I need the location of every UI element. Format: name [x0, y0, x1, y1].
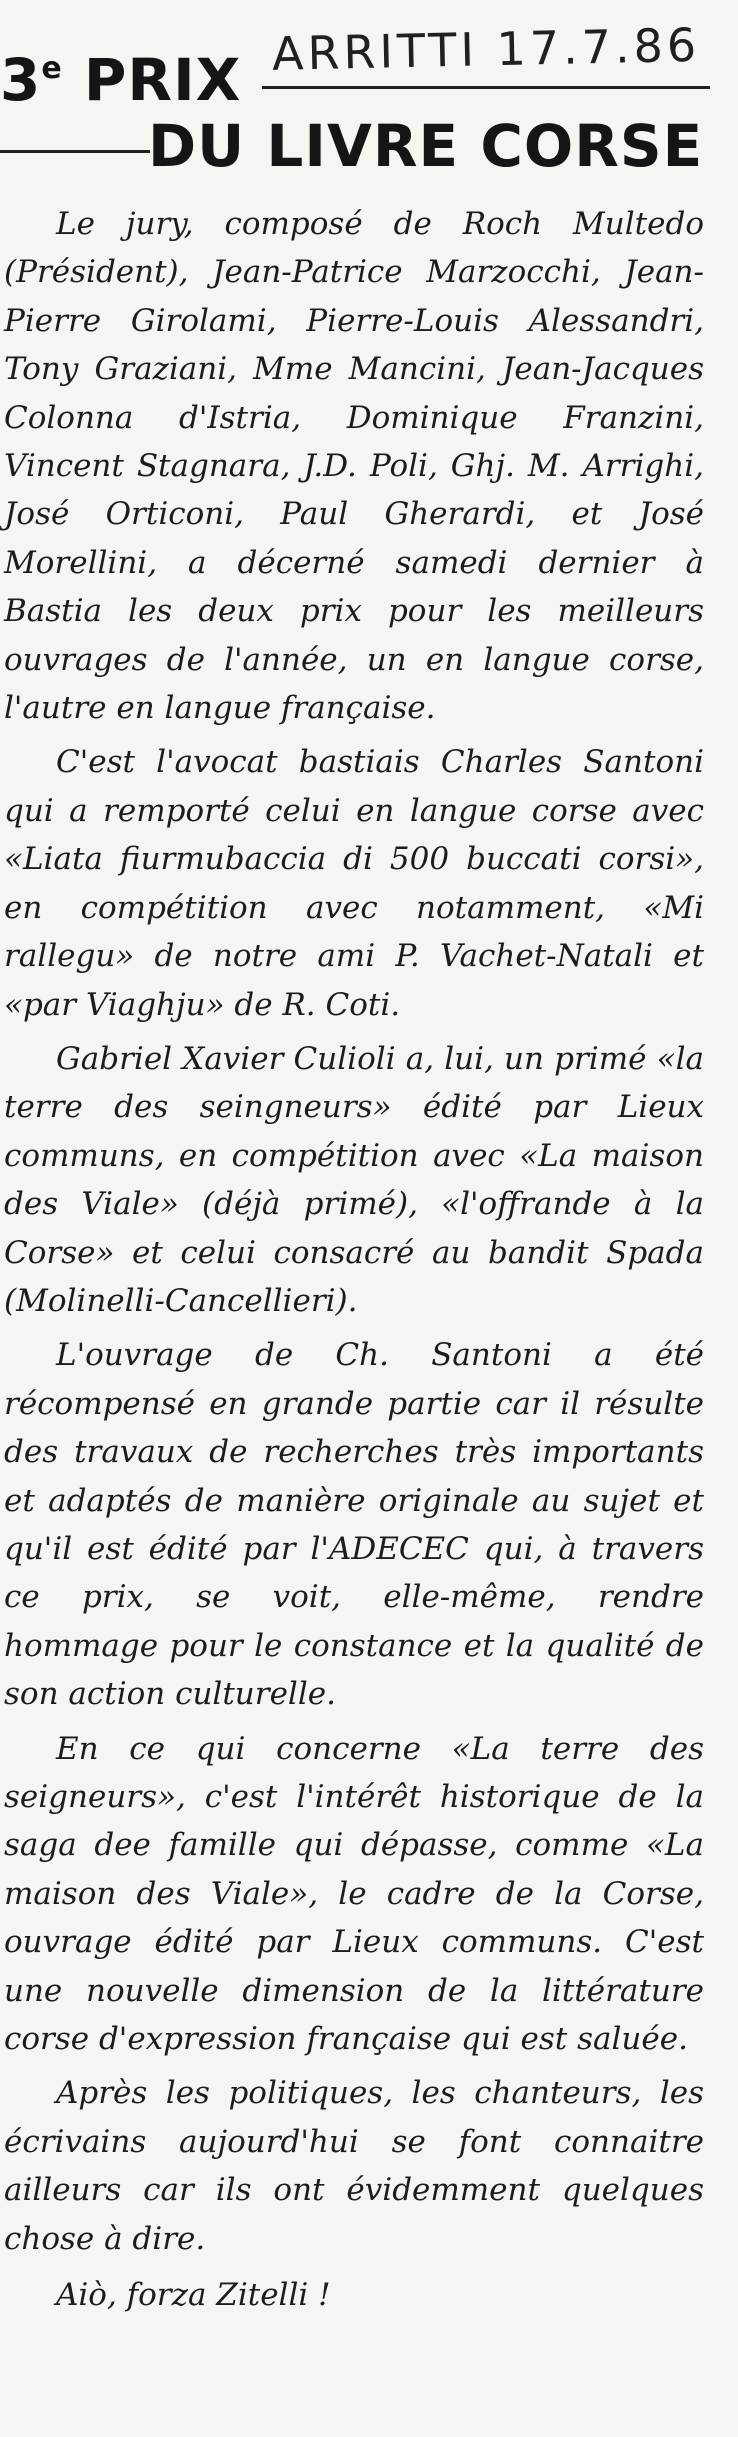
article-paragraph-jury: Le jury, composé de Roch Multedo (Président), Jean-Patrice Marzocchi, Jean-Pierre Girolami, Pierre-Louis Alessandri, Tony Graziani, Mme Mancini, Jean-Jacques Colonna d'Istria, Dominique Franzini, Vincent Stagnara, J.D. Poli, Ghj. M. Arrighi, José Orticoni, Paul Gherardi, et José Morellini, a décerné samedi dernier à Bastia les deux prix pour les meilleurs ouvrages de l'année, un en langue corse, l'autre en langue française. — [4, 206, 704, 727]
article-closing-line: Aiò, forza Zitelli ! — [56, 2277, 331, 2314]
headline-prix: PRIX — [62, 46, 242, 114]
headline-ordinal: 3 — [0, 46, 42, 114]
headline-line-2: DU LIVRE CORSE — [148, 112, 704, 180]
headline-ordinal-suffix: e — [41, 51, 63, 86]
handwritten-source-note: ARRITTI 17.7.86 — [271, 17, 701, 81]
headline-rule-right — [262, 86, 710, 89]
article-paragraph-santoni: L'ouvrage de Ch. Santoni a été récompensé en grande partie car il résulte des travaux de recherches très importants et adaptés de manière originale au sujet et qu'il est édité par l'ADECEC qui, à travers ce prix, se voit, elle-même, rendre hommage pour le constance et la qualité de son action culturelle. — [4, 1337, 704, 1713]
headline-line-1 — [0, 46, 241, 114]
article-paragraph-corse-prize: C'est l'avocat bastiais Charles Santoni qui a remporté celui en langue corse avec «Liata fiurmubaccia di 500 buccati corsi», en compétition avec notamment, «Mi rallegu» de notre ami P. Vachet-Natali et «par Viaghju» de R. Coti. — [4, 744, 704, 1023]
article-paragraph-french-prize: Gabriel Xavier Culioli a, lui, un primé «la terre des seingneurs» édité par Lieux communs, en compétition avec «La maison des Viale» (déjà primé), «l'offrande à la Corse» et celui consacré au bandit Spada (Molinelli-Cancellieri). — [4, 1040, 704, 1319]
article-paragraph-terre-seigneurs: En ce qui concerne «La terre des seigneurs», c'est l'intérêt historique de la saga dee famille qui dépasse, comme «La maison des Viale», le cadre de la Corse, ouvrage édité par Lieux communs. C'est une nouvelle dimension de la littérature corse d'expression française qui est saluée. — [4, 1730, 704, 2058]
headline-rule-left — [0, 150, 150, 153]
article-paragraph-ecrivains: Après les politiques, les chanteurs, les écrivains aujourd'hui se font connaitre ailleurs car ils ont évidemment quelques chose à dire. — [4, 2075, 704, 2257]
article-body — [4, 200, 704, 2325]
